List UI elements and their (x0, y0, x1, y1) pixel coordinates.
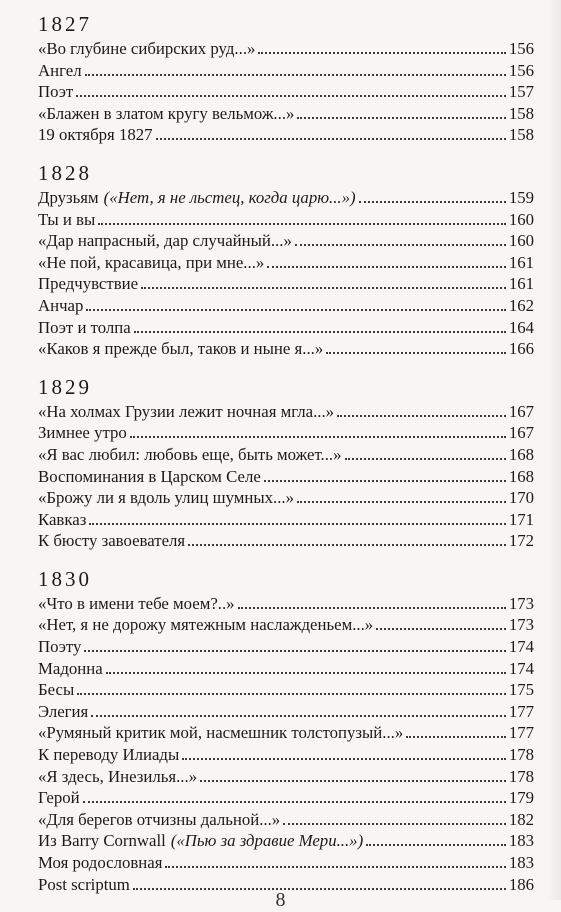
entry-title: «На холмах Грузии лежит ночная мгла...» (38, 401, 335, 421)
dot-leader (359, 189, 506, 203)
entry-title: Зимнее утро (38, 423, 127, 443)
toc-entry (38, 787, 534, 809)
dot-leader (86, 297, 505, 311)
entry-page-number: 183 (508, 853, 534, 872)
dot-leader (258, 40, 505, 54)
dot-leader (98, 210, 506, 224)
entry-title: «Для берегов отчизны дальной...» (38, 809, 281, 829)
toc-entry (38, 766, 534, 788)
dot-leader (83, 789, 506, 803)
entry-subtitle: («Нет, я не льстец, когда царю...») (103, 187, 356, 207)
toc-entry (38, 701, 534, 723)
section-year-heading: 1827 (38, 12, 92, 36)
entry-page-number: 173 (508, 593, 534, 613)
dot-leader (297, 489, 506, 503)
entry-title: Кавказ (38, 509, 87, 529)
toc-entry (38, 509, 534, 531)
entry-page-number: 160 (508, 209, 534, 229)
entry-title: Моя родословная (38, 853, 163, 872)
entry-page-number: 173 (508, 615, 534, 635)
entry-page-number: 177 (508, 723, 534, 743)
entry-page-number: 164 (508, 317, 534, 337)
entry-title: Post scriptum (38, 874, 130, 894)
dot-leader (77, 681, 506, 695)
toc-entry (38, 636, 534, 658)
dot-leader (156, 126, 506, 140)
entry-page-number: 179 (508, 788, 534, 808)
entry-page-number: 162 (508, 295, 534, 315)
toc-entry (38, 593, 534, 615)
dot-leader (283, 811, 506, 825)
entry-page-number: 168 (508, 466, 534, 486)
entry-page-number: 161 (508, 274, 534, 294)
toc-entry (38, 60, 534, 82)
dot-leader (188, 532, 506, 546)
toc-entry (38, 317, 534, 339)
entry-page-number: 172 (508, 531, 534, 551)
entry-page-number: 160 (508, 231, 534, 251)
entry-title: Поэт и толпа (38, 317, 131, 337)
entry-title: Из Barry Cornwall (38, 831, 166, 851)
dot-leader (366, 832, 506, 846)
toc-entry (38, 487, 534, 509)
entry-title: Ангел (38, 60, 82, 80)
toc-entry (38, 422, 534, 444)
entry-page-number: 178 (508, 766, 534, 786)
entry-title: «Каков я прежде был, таков и ныне я...» (38, 339, 324, 359)
entry-page-number: 177 (508, 701, 534, 721)
dot-leader (76, 83, 506, 97)
dot-leader (85, 62, 506, 76)
dot-leader (91, 703, 506, 717)
entry-page-number: 186 (508, 874, 534, 894)
dot-leader (264, 467, 506, 481)
entry-title: «Нет, я не дорожу мятежным наслажденьем...» (38, 615, 374, 635)
toc-entry (38, 530, 534, 552)
dot-leader (326, 340, 506, 354)
entry-page-number: 170 (508, 488, 534, 508)
entry-page-number: 159 (508, 187, 534, 207)
entry-title: Элегия (38, 701, 89, 721)
dot-leader (106, 660, 506, 674)
entry-title: «Блажен в златом кругу вельмож...» (38, 103, 295, 123)
page-number: 8 (275, 889, 286, 911)
dot-leader (345, 446, 506, 460)
toc-entry (38, 466, 534, 488)
entry-page-number: 174 (508, 637, 534, 657)
entry-title: Герой (38, 788, 80, 808)
entry-page-number: 156 (508, 39, 534, 58)
dot-leader (89, 511, 506, 525)
toc-entry (38, 187, 534, 209)
toc-entry (38, 81, 534, 103)
dot-leader (406, 724, 506, 738)
dot-leader (134, 318, 506, 332)
section-year-heading: 1829 (38, 374, 92, 399)
section-year-heading: 1830 (38, 566, 92, 591)
entry-title: К переводу Илиады (38, 745, 180, 765)
toc-entry (38, 273, 534, 295)
toc-entry (38, 444, 534, 466)
entry-title: Мадонна (38, 658, 103, 678)
entry-page-number: 175 (508, 680, 534, 700)
entry-page-number: 166 (508, 339, 534, 359)
dot-leader (141, 275, 506, 289)
toc-entry (38, 658, 534, 680)
toc-entry (38, 338, 534, 360)
entry-title: «Не пой, красавица, при мне...» (38, 252, 265, 272)
dot-leader (297, 105, 505, 119)
entry-page-number: 174 (508, 658, 534, 678)
dot-leader (267, 254, 506, 268)
entry-title: Бесы (38, 680, 75, 700)
dot-leader (130, 424, 506, 438)
dot-leader (337, 403, 506, 417)
entry-title: «Что в имени тебе моем?..» (38, 593, 235, 613)
entry-page-number: 168 (508, 444, 534, 464)
dot-leader (165, 854, 505, 868)
entry-page-number: 178 (508, 745, 534, 765)
entry-page-number: 158 (508, 125, 534, 145)
entry-page-number: 183 (508, 831, 534, 851)
entry-page-number: 167 (508, 401, 534, 421)
entry-title: К бюсту завоевателя (38, 531, 186, 551)
entry-title: «Брожу ли я вдоль улиц шумных...» (38, 488, 294, 508)
dot-leader (182, 746, 506, 760)
entry-page-number: 182 (508, 809, 534, 829)
toc-entry (38, 38, 534, 60)
toc-entry (38, 614, 534, 636)
dot-leader (133, 876, 506, 890)
facing-page-edge (547, 0, 561, 900)
toc-entry (38, 230, 534, 252)
entry-subtitle: («Пью за здравие Мери...») (170, 831, 364, 851)
entry-page-number: 158 (508, 103, 534, 123)
toc-entry (38, 124, 534, 146)
toc-entry (38, 744, 534, 766)
entry-page-number: 161 (508, 252, 534, 272)
entry-title: «Во глубине сибирских руд...» (38, 39, 256, 58)
dot-leader (295, 232, 506, 246)
entry-title: Друзьям (38, 187, 99, 207)
toc-entry (38, 401, 534, 423)
entry-title: «Дар напрасный, дар случайный...» (38, 231, 292, 251)
dot-leader (84, 638, 505, 652)
entry-title: «Я вас любил: любовь еще, быть может...» (38, 444, 342, 464)
toc-entry (38, 830, 534, 852)
entry-title: Воспоминания в Царском Селе (38, 466, 261, 486)
entry-page-number: 156 (508, 60, 534, 80)
toc-entry (38, 852, 534, 874)
toc-entry (38, 722, 534, 744)
toc-entry (38, 295, 534, 317)
table-of-contents (38, 11, 534, 895)
entry-title: 19 октября 1827 (38, 125, 153, 145)
toc-entry (38, 103, 534, 125)
entry-page-number: 171 (508, 509, 534, 529)
entry-title: «Румяный критик мой, насмешник толстопузый...» (38, 723, 404, 743)
section-year-heading: 1828 (38, 160, 92, 185)
entry-title: Поэту (38, 637, 82, 657)
entry-title: «Я здесь, Инезилья...» (38, 766, 198, 786)
entry-page-number: 167 (508, 423, 534, 443)
toc-entry (38, 679, 534, 701)
entry-title: Предчувствие (38, 274, 139, 294)
dot-leader (238, 595, 506, 609)
toc-entry (38, 252, 534, 274)
toc-entry (38, 809, 534, 831)
entry-page-number: 157 (508, 82, 534, 102)
toc-entry (38, 209, 534, 231)
entry-title: Поэт (38, 82, 74, 102)
entry-title: Анчар (38, 295, 84, 315)
dot-leader (376, 616, 506, 630)
dot-leader (200, 768, 506, 782)
entry-title: Ты и вы (38, 209, 96, 229)
